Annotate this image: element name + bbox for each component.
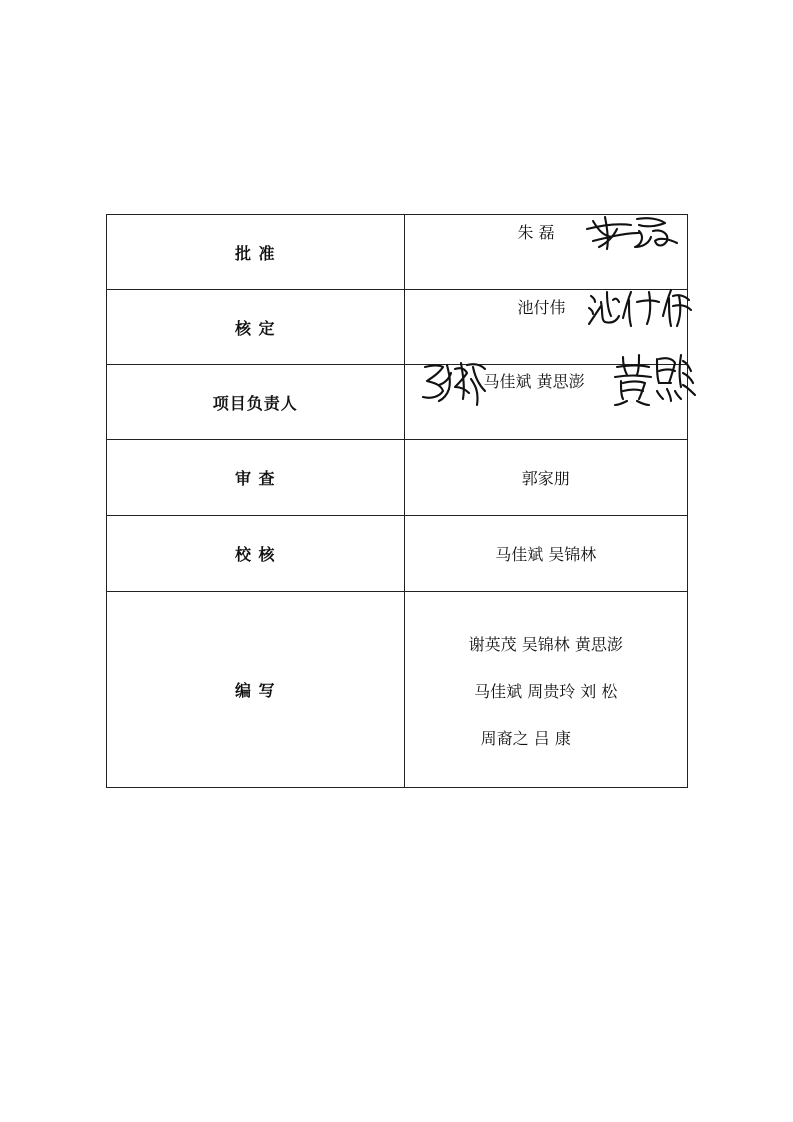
table-row-project-lead [107,365,688,440]
approval-signature-table [106,214,688,788]
authors-line-1: 谢英茂 吴锦林 黄思澎 [468,634,623,654]
role-label-project-lead: 项目负责人 [107,365,405,440]
names-project-leads: 马佳斌 黄思澎 [483,372,585,391]
signature-chi-fuwei [585,286,695,330]
authors-line-3: 周裔之 吕 康 [480,728,571,748]
names-cell-authors [404,592,688,788]
signature-ma-jiabin [419,355,489,407]
role-label-authors: 编 写 [107,592,405,788]
names-checkers: 马佳斌 吴锦林 [404,516,688,592]
table-row-verify [107,290,688,365]
table-row-authors [107,592,688,788]
signature-zhu-lei [583,211,683,251]
role-label-verify: 核 定 [107,290,405,365]
signature-huang-sipeng [609,349,699,407]
names-cell-project-lead [404,365,688,440]
table-row-review [107,440,688,516]
role-label-check: 校 核 [107,516,405,592]
role-label-review: 审 查 [107,440,405,516]
table-row-approve [107,215,688,290]
table-row-check [107,516,688,592]
name-verifier: 池付伟 [517,298,566,317]
names-reviewer: 郭家朋 [404,440,688,516]
role-label-approve: 批 准 [107,215,405,290]
name-approver: 朱 磊 [517,223,555,242]
authors-list [405,630,688,750]
authors-line-2: 马佳斌 周贵玲 刘 松 [474,681,618,701]
names-cell-approve [404,215,688,290]
